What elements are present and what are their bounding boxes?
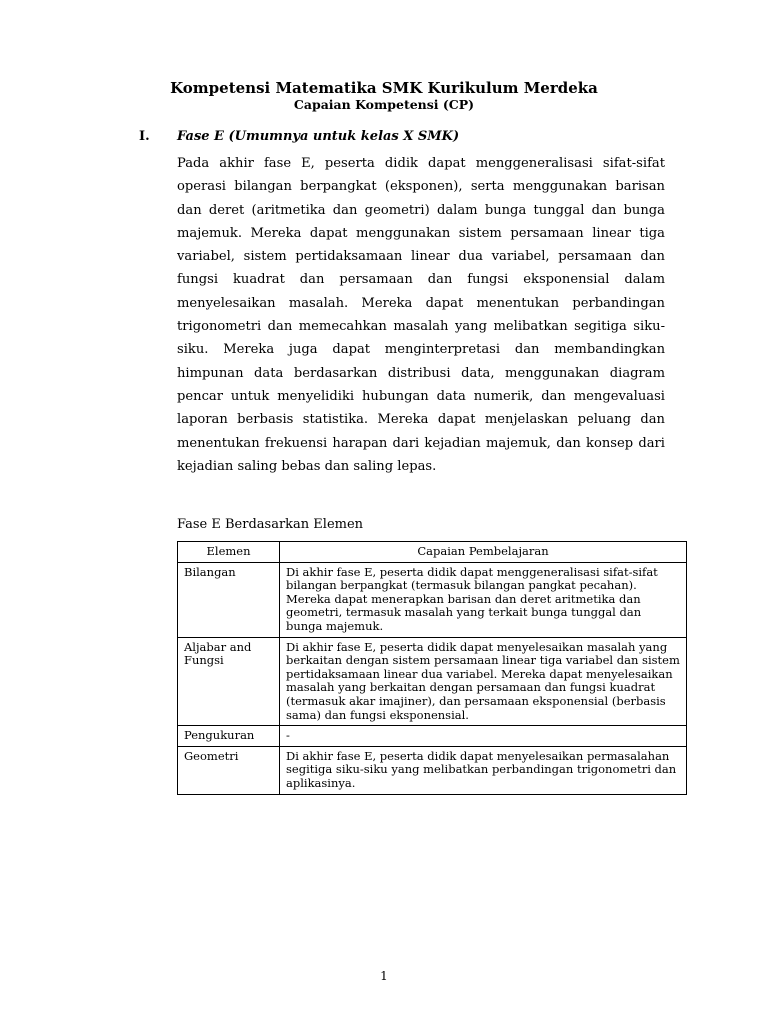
table-row	[178, 726, 687, 747]
section-paragraph: Pada akhir fase E, peserta didik dapat menggeneralisasi sifat-sifat operasi bilangan berpangkat (eksponen), serta menggunakan barisan dan deret (aritmetika dan geometri) dalam bunga tunggal dan bunga majemuk. Mereka dapat menggunakan sistem persamaan linear tiga variabel, sistem pertidaksamaan linear dua variabel, persamaan dan fungsi kuadrat dan persamaan dan fungsi eksponensial dalam menyelesaikan masalah. Mereka dapat menentukan perbandingan trigonometri dan memecahkan masalah yang melibatkan segitiga siku-siku. Mereka juga dapat menginterpretasi dan membandingkan himpunan data berdasarkan distribusi data, menggunakan diagram pencar untuk menyelidiki hubungan data numerik, dan mengevaluasi laporan berbasis statistika. Mereka dapat menjelaskan peluang dan menentukan frekuensi harapan dari kejadian majemuk, dan konsep dari kejadian saling bebas dan saling lepas.	[177, 156, 665, 474]
cell-capaian: Di akhir fase E, peserta didik dapat menyelesaikan masalah yang berkaitan dengan sistem persamaan linear tiga variabel dan sistem pertidaksamaan linear dua variabel. Mereka dapat menyelesaikan masalah yang berkaitan dengan persamaan dan fungsi kuadrat (termasuk akar imajiner), dan persamaan eksponensial (berbasis sama) dan fungsi eksponensial.	[280, 637, 687, 726]
section-number: I.	[139, 129, 150, 144]
table-row	[178, 746, 687, 794]
header-elemen: Elemen	[178, 542, 280, 563]
cell-elemen: Pengukuran	[178, 726, 280, 747]
elements-table	[177, 541, 687, 795]
document-subtitle: Capaian Kompetensi (CP)	[293, 97, 475, 112]
cell-elemen: Bilangan	[178, 562, 280, 637]
table-row	[178, 637, 687, 726]
table-title: Fase E Berdasarkan Elemen	[177, 517, 364, 532]
cell-capaian: Di akhir fase E, peserta didik dapat menggeneralisasi sifat-sifat bilangan berpangkat (termasuk bilangan pangkat pecahan). Mereka dapat menerapkan barisan dan deret aritmetika dan geometri, termasuk masalah yang terkait bunga tunggal dan bunga majemuk.	[280, 562, 687, 637]
header-capaian: Capaian Pembelajaran	[280, 542, 687, 563]
cell-capaian: -	[280, 726, 687, 747]
cell-elemen: Geometri	[178, 746, 280, 794]
document-title: Kompetensi Matematika SMK Kurikulum Merdeka	[170, 79, 598, 97]
cell-capaian: Di akhir fase E, peserta didik dapat menyelesaikan permasalahan segitiga siku-siku yang melibatkan perbandingan trigonometri dan aplikasinya.	[280, 746, 687, 794]
cell-elemen: Aljabar and Fungsi	[178, 637, 280, 726]
table-header-row	[178, 542, 687, 563]
section-heading: Fase E (Umumnya untuk kelas X SMK)	[177, 129, 460, 144]
page-number: 1	[380, 969, 388, 983]
table-row	[178, 562, 687, 637]
